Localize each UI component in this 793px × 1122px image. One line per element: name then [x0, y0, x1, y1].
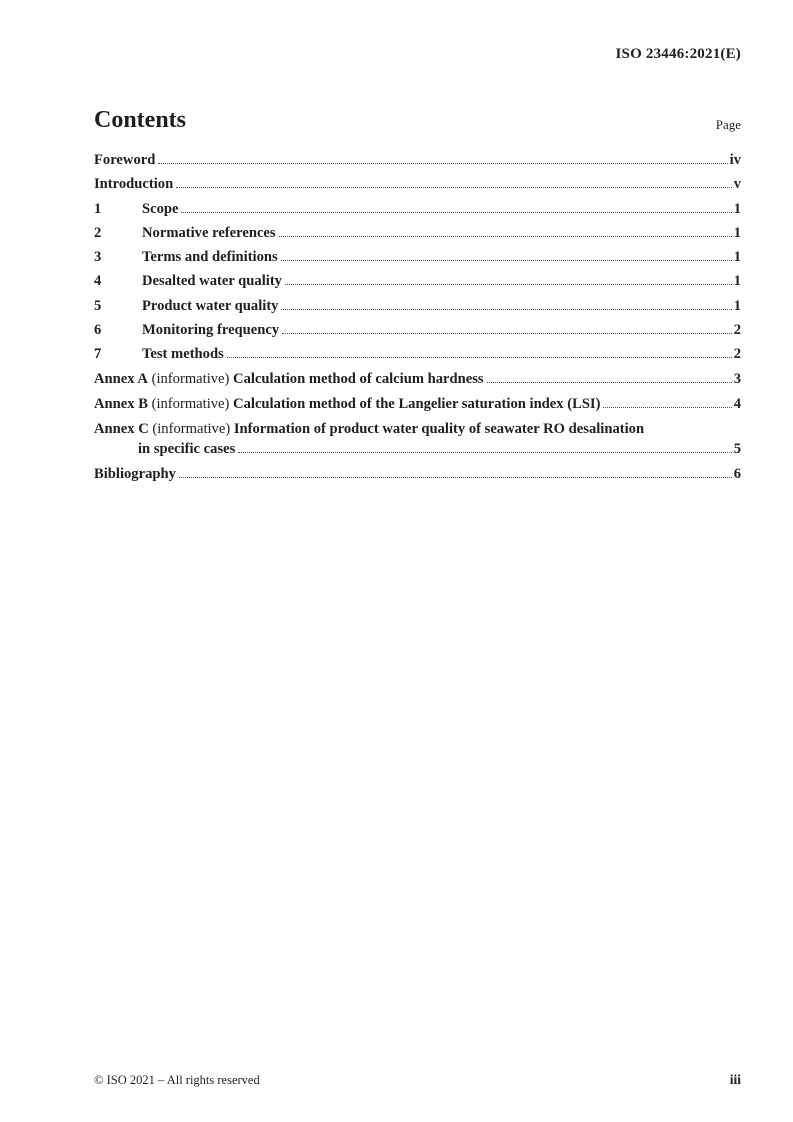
- toc-annex-title: Information of product water quality of seawater RO desalination: [233, 420, 645, 437]
- toc-entry-annex-b[interactable]: [94, 397, 741, 412]
- toc-page-number: 1: [733, 200, 741, 217]
- toc-annex-prefix: Annex B: [94, 395, 148, 412]
- dot-leader: [281, 309, 731, 310]
- contents-header: [94, 105, 741, 135]
- toc-entry-terms-and-definitions[interactable]: [94, 250, 741, 265]
- toc-annex-infix: (informative): [148, 420, 234, 437]
- toc-clause-number: 6: [94, 322, 102, 339]
- copyright-notice: © ISO 2021 – All rights reserved: [94, 1073, 260, 1087]
- dot-leader: [181, 212, 731, 213]
- page-column-label: Page: [715, 117, 741, 132]
- toc-entry-label: Product water quality: [142, 297, 279, 314]
- dot-leader: [282, 333, 732, 334]
- toc-entry-line1: [94, 422, 741, 437]
- toc-page-number: 1: [733, 224, 741, 241]
- toc-page-number: 2: [733, 322, 741, 339]
- toc-entry-line2: [138, 442, 741, 457]
- dot-leader: [279, 236, 732, 237]
- dot-leader: [487, 382, 732, 383]
- toc-page-number: 1: [733, 297, 741, 314]
- toc-entry-annex-c[interactable]: [94, 422, 741, 457]
- contents-title: Contents: [94, 107, 187, 133]
- toc-entry-scope[interactable]: [94, 202, 741, 217]
- toc-annex-title-continued: in specific cases: [138, 440, 236, 457]
- toc-clause-number: 5: [94, 297, 102, 314]
- dot-leader: [179, 477, 732, 478]
- toc-entry-normative-references[interactable]: [94, 226, 741, 241]
- toc-page-number: 5: [733, 440, 741, 457]
- toc-page-number: 2: [733, 346, 741, 363]
- page-footer: [94, 1072, 741, 1088]
- toc-entry-label: Test methods: [142, 346, 224, 363]
- document-reference: ISO 23446:2021(E): [615, 46, 741, 62]
- toc-entry-product-water-quality[interactable]: [94, 299, 741, 314]
- dot-leader: [285, 284, 732, 285]
- toc-page-number: 1: [733, 273, 741, 290]
- toc-entry-bibliography[interactable]: [94, 467, 741, 482]
- toc-page-number: 4: [733, 395, 741, 412]
- toc-annex-infix: (informative): [147, 395, 234, 412]
- toc-list: [94, 153, 741, 491]
- toc-clause-number: 1: [94, 200, 102, 217]
- toc-entry-desalted-water-quality[interactable]: [94, 274, 741, 289]
- toc-page-number: v: [733, 176, 741, 193]
- toc-annex-title: Calculation method of calcium hardness: [233, 370, 484, 387]
- toc-entry-label: Desalted water quality: [142, 273, 282, 290]
- toc-clause-number: 4: [94, 273, 102, 290]
- toc-annex-prefix: Annex A: [94, 370, 148, 387]
- toc-entry-introduction[interactable]: [94, 177, 741, 192]
- toc-annex-title: Calculation method of the Langelier saturation index (LSI): [233, 395, 601, 412]
- dot-leader: [603, 407, 731, 408]
- toc-clause-number: 3: [94, 249, 102, 266]
- toc-page-number: 1: [733, 249, 741, 266]
- toc-entry-label: Introduction: [94, 176, 174, 193]
- toc-entry-annex-a[interactable]: [94, 372, 741, 387]
- dot-leader: [176, 187, 731, 188]
- toc-entry-label: Foreword: [94, 152, 156, 168]
- toc-entry-label: Normative references: [142, 224, 276, 241]
- dot-leader: [281, 260, 732, 261]
- toc-entry-monitoring-frequency[interactable]: [94, 323, 741, 338]
- toc-entry-test-methods[interactable]: [94, 347, 741, 362]
- toc-page-number: 3: [733, 370, 741, 387]
- toc-entry-foreword[interactable]: [94, 153, 741, 168]
- toc-entry-label: Bibliography: [94, 465, 176, 482]
- toc-clause-number: 2: [94, 224, 102, 241]
- page-folio: iii: [729, 1072, 741, 1087]
- toc-page-number: iv: [729, 152, 741, 168]
- toc-entry-label: Monitoring frequency: [142, 322, 280, 339]
- toc-entry-label: Terms and definitions: [142, 249, 278, 266]
- dot-leader: [227, 357, 732, 358]
- toc-annex-prefix: Annex C: [94, 420, 149, 437]
- dot-leader: [158, 163, 727, 164]
- toc-entry-label: Scope: [142, 200, 179, 217]
- toc-annex-infix: (informative): [147, 370, 234, 387]
- toc-clause-number: 7: [94, 346, 102, 363]
- toc-page-number: 6: [733, 465, 741, 482]
- dot-leader: [238, 452, 731, 453]
